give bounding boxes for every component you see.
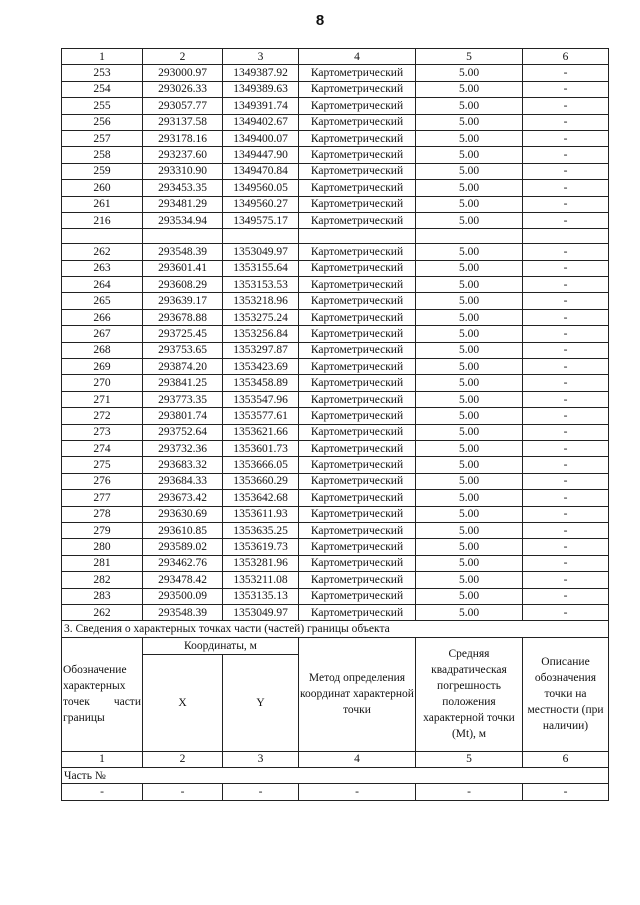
- table-cell: 293026.33: [143, 81, 223, 97]
- table-cell: 272: [62, 408, 143, 424]
- table-row: [62, 196, 609, 212]
- table-row: [62, 260, 609, 276]
- table-row: [62, 163, 609, 179]
- table-cell: 1353458.89: [223, 375, 299, 391]
- empty-separator-row: [62, 229, 609, 244]
- table-cell: Картометрический: [299, 326, 416, 342]
- table-cell: 5.00: [416, 342, 523, 358]
- table-row: [62, 440, 609, 456]
- table-cell: 280: [62, 539, 143, 555]
- table-cell: Картометрический: [299, 244, 416, 260]
- table-cell: -: [523, 490, 609, 506]
- table-cell: 1353601.73: [223, 440, 299, 456]
- table-cell: 293534.94: [143, 212, 223, 228]
- table-cell: 263: [62, 260, 143, 276]
- table-cell: 216: [62, 212, 143, 228]
- table-cell: -: [62, 784, 143, 800]
- table-cell: Картометрический: [299, 212, 416, 228]
- table-cell: 1353423.69: [223, 359, 299, 375]
- table-cell: 5.00: [416, 539, 523, 555]
- table-cell: -: [523, 260, 609, 276]
- table-row: [62, 81, 609, 97]
- table-cell: 276: [62, 473, 143, 489]
- table-cell: 5.00: [416, 473, 523, 489]
- table-cell: 3: [223, 751, 299, 767]
- table-cell: -: [523, 326, 609, 342]
- table-cell: 1353635.25: [223, 522, 299, 538]
- table-cell: Картометрический: [299, 309, 416, 325]
- table-cell: 5.00: [416, 506, 523, 522]
- table-cell: 293752.64: [143, 424, 223, 440]
- table-cell: 5.00: [416, 457, 523, 473]
- part-label-row: [62, 768, 609, 784]
- table-cell: 267: [62, 326, 143, 342]
- table-cell: -: [523, 147, 609, 163]
- table-cell: Картометрический: [299, 391, 416, 407]
- table-cell: 293589.02: [143, 539, 223, 555]
- table-cell: 4: [299, 49, 416, 65]
- table-cell: 5.00: [416, 98, 523, 114]
- table-cell: 262: [62, 604, 143, 620]
- page-number: 8: [315, 12, 325, 29]
- table-cell: Картометрический: [299, 130, 416, 146]
- table-cell: -: [523, 440, 609, 456]
- table-cell: 293732.36: [143, 440, 223, 456]
- table-cell: 293801.74: [143, 408, 223, 424]
- table-cell: 278: [62, 506, 143, 522]
- table-cell: [223, 229, 299, 244]
- table-cell: 293874.20: [143, 359, 223, 375]
- table-cell: 293481.29: [143, 196, 223, 212]
- table-cell: 1: [62, 49, 143, 65]
- coordinates-table: [61, 48, 609, 801]
- table-cell: 1353621.66: [223, 424, 299, 440]
- table-cell: [299, 229, 416, 244]
- table-cell: Картометрический: [299, 81, 416, 97]
- table-row: [62, 212, 609, 228]
- table-row: [62, 244, 609, 260]
- table-row: [62, 522, 609, 538]
- table-cell: 265: [62, 293, 143, 309]
- table-cell: 5.00: [416, 522, 523, 538]
- table-cell: -: [523, 604, 609, 620]
- table-cell: Картометрический: [299, 506, 416, 522]
- table-row: [62, 277, 609, 293]
- table-cell: Картометрический: [299, 588, 416, 604]
- table-row: [62, 359, 609, 375]
- table-cell: 1349470.84: [223, 163, 299, 179]
- table-cell: 293000.97: [143, 65, 223, 81]
- table-row: [62, 130, 609, 146]
- table-cell: Картометрический: [299, 293, 416, 309]
- table-cell: 5.00: [416, 326, 523, 342]
- table-cell: 5.00: [416, 408, 523, 424]
- table-cell: 258: [62, 147, 143, 163]
- table-cell: 1349387.92: [223, 65, 299, 81]
- table-cell: 293057.77: [143, 98, 223, 114]
- table-cell: -: [523, 163, 609, 179]
- table-cell: 293673.42: [143, 490, 223, 506]
- table-cell: Картометрический: [299, 440, 416, 456]
- table-cell: 1349391.74: [223, 98, 299, 114]
- table-cell: 293137.58: [143, 114, 223, 130]
- column-number-row: [62, 49, 609, 65]
- table-cell: Картометрический: [299, 98, 416, 114]
- table-cell: 256: [62, 114, 143, 130]
- table-cell: Картометрический: [299, 375, 416, 391]
- header-error: Средняя квадратическая погрешность положения характерной точки (Mt), м: [416, 637, 523, 751]
- table-cell: 1353275.24: [223, 309, 299, 325]
- table-cell: -: [523, 408, 609, 424]
- table-row: [62, 506, 609, 522]
- header-method: Метод определения координат характерной точки: [299, 637, 416, 751]
- table-cell: 1353666.05: [223, 457, 299, 473]
- table-row: [62, 424, 609, 440]
- table-cell: -: [523, 784, 609, 800]
- table-cell: -: [143, 784, 223, 800]
- table-cell: 275: [62, 457, 143, 473]
- table-cell: -: [523, 196, 609, 212]
- table-cell: Картометрический: [299, 572, 416, 588]
- table-cell: 293237.60: [143, 147, 223, 163]
- table-cell: Картометрический: [299, 277, 416, 293]
- table-cell: 274: [62, 440, 143, 456]
- table-cell: -: [523, 309, 609, 325]
- table-cell: 293773.35: [143, 391, 223, 407]
- table-cell: 1353211.08: [223, 572, 299, 588]
- table-cell: 293500.09: [143, 588, 223, 604]
- table-cell: 293753.65: [143, 342, 223, 358]
- table-cell: -: [523, 180, 609, 196]
- table-cell: Картометрический: [299, 342, 416, 358]
- table-cell: [62, 229, 143, 244]
- table-cell: 5.00: [416, 277, 523, 293]
- table-cell: 273: [62, 424, 143, 440]
- table-cell: 253: [62, 65, 143, 81]
- table-cell: 269: [62, 359, 143, 375]
- table-cell: -: [299, 784, 416, 800]
- table-row: [62, 490, 609, 506]
- table-cell: -: [523, 391, 609, 407]
- table-cell: Картометрический: [299, 180, 416, 196]
- table-cell: -: [523, 98, 609, 114]
- table-cell: 3: [223, 49, 299, 65]
- table-cell: 5.00: [416, 391, 523, 407]
- table-cell: 257: [62, 130, 143, 146]
- table-cell: 5.00: [416, 572, 523, 588]
- table-cell: 1349400.07: [223, 130, 299, 146]
- table-cell: Картометрический: [299, 163, 416, 179]
- header-x: X: [143, 654, 223, 751]
- table-cell: 255: [62, 98, 143, 114]
- table-cell: 293608.29: [143, 277, 223, 293]
- table-cell: -: [523, 244, 609, 260]
- table-cell: 1353218.96: [223, 293, 299, 309]
- table-row: [62, 65, 609, 81]
- table-cell: 1353611.93: [223, 506, 299, 522]
- table-row: [62, 147, 609, 163]
- table-cell: 293601.41: [143, 260, 223, 276]
- table-cell: 1353547.96: [223, 391, 299, 407]
- table-cell: 270: [62, 375, 143, 391]
- table-cell: 1349402.67: [223, 114, 299, 130]
- table-cell: 293678.88: [143, 309, 223, 325]
- table-cell: Картометрический: [299, 555, 416, 571]
- table-cell: 254: [62, 81, 143, 97]
- table-cell: 293683.32: [143, 457, 223, 473]
- table-cell: 5.00: [416, 180, 523, 196]
- table-cell: Картометрический: [299, 604, 416, 620]
- table-row: [62, 555, 609, 571]
- table-cell: -: [523, 212, 609, 228]
- table-cell: -: [523, 130, 609, 146]
- table-cell: Картометрический: [299, 539, 416, 555]
- table-cell: -: [523, 375, 609, 391]
- table-cell: -: [523, 424, 609, 440]
- table-cell: -: [523, 506, 609, 522]
- table-cell: 1353577.61: [223, 408, 299, 424]
- table-cell: Картометрический: [299, 260, 416, 276]
- table-cell: 268: [62, 342, 143, 358]
- table-cell: 5.00: [416, 359, 523, 375]
- table-cell: 5.00: [416, 490, 523, 506]
- table-cell: -: [523, 277, 609, 293]
- table-cell: [143, 229, 223, 244]
- table-cell: 1349389.63: [223, 81, 299, 97]
- table-cell: -: [523, 539, 609, 555]
- table-cell: 266: [62, 309, 143, 325]
- table-row: [62, 457, 609, 473]
- table-cell: 1353660.29: [223, 473, 299, 489]
- table-cell: 293630.69: [143, 506, 223, 522]
- table-cell: 5.00: [416, 196, 523, 212]
- table-cell: Картометрический: [299, 65, 416, 81]
- table-cell: 5.00: [416, 65, 523, 81]
- table-row: [62, 604, 609, 620]
- table-cell: Картометрический: [299, 473, 416, 489]
- table-cell: 5.00: [416, 212, 523, 228]
- table-cell: 6: [523, 751, 609, 767]
- table-cell: -: [523, 293, 609, 309]
- table-cell: 5: [416, 49, 523, 65]
- table-cell: 260: [62, 180, 143, 196]
- table-cell: 1349575.17: [223, 212, 299, 228]
- table-cell: -: [523, 359, 609, 375]
- table-cell: -: [523, 473, 609, 489]
- table-cell: 281: [62, 555, 143, 571]
- table-cell: 293462.76: [143, 555, 223, 571]
- table-cell: 293841.25: [143, 375, 223, 391]
- table-cell: Картометрический: [299, 196, 416, 212]
- table-cell: 1353297.87: [223, 342, 299, 358]
- table-cell: [523, 229, 609, 244]
- table-cell: -: [523, 588, 609, 604]
- section-title: 3. Сведения о характерных точках части (частей) границы объекта: [62, 621, 609, 637]
- table-cell: -: [523, 65, 609, 81]
- table-row: [62, 572, 609, 588]
- table-cell: 293725.45: [143, 326, 223, 342]
- table-cell: 1349560.05: [223, 180, 299, 196]
- table-cell: 4: [299, 751, 416, 767]
- table-cell: 279: [62, 522, 143, 538]
- table-cell: 293310.90: [143, 163, 223, 179]
- table-cell: 5.00: [416, 130, 523, 146]
- table-cell: 5.00: [416, 114, 523, 130]
- table-cell: 5.00: [416, 440, 523, 456]
- table-cell: Картометрический: [299, 490, 416, 506]
- table-cell: 293548.39: [143, 604, 223, 620]
- table-cell: Картометрический: [299, 457, 416, 473]
- table-cell: 283: [62, 588, 143, 604]
- table-cell: Картометрический: [299, 424, 416, 440]
- table-cell: 1353155.64: [223, 260, 299, 276]
- table-cell: 1353135.13: [223, 588, 299, 604]
- table-row: [62, 588, 609, 604]
- table-cell: -: [523, 522, 609, 538]
- table-cell: 6: [523, 49, 609, 65]
- table-cell: 293610.85: [143, 522, 223, 538]
- table-cell: 5.00: [416, 424, 523, 440]
- table-cell: 1353281.96: [223, 555, 299, 571]
- table-cell: 1349447.90: [223, 147, 299, 163]
- table-cell: 5.00: [416, 244, 523, 260]
- table-cell: -: [416, 784, 523, 800]
- header-y: Y: [223, 654, 299, 751]
- table-cell: 293478.42: [143, 572, 223, 588]
- table-row: [62, 98, 609, 114]
- table-cell: -: [523, 457, 609, 473]
- table-cell: -: [523, 81, 609, 97]
- table-cell: 259: [62, 163, 143, 179]
- table-cell: Картометрический: [299, 359, 416, 375]
- table-cell: 264: [62, 277, 143, 293]
- table-row: [62, 326, 609, 342]
- table-cell: -: [523, 342, 609, 358]
- table-cell: 271: [62, 391, 143, 407]
- table-cell: Картометрический: [299, 147, 416, 163]
- part-label: Часть №: [62, 768, 609, 784]
- table-cell: 1353256.84: [223, 326, 299, 342]
- table-cell: 5.00: [416, 293, 523, 309]
- table-cell: 261: [62, 196, 143, 212]
- table-cell: -: [523, 572, 609, 588]
- table-cell: 262: [62, 244, 143, 260]
- header-coordinates: Координаты, м: [143, 637, 299, 654]
- table-row: [62, 114, 609, 130]
- header-description: Описание обозначения точки на местности (при наличии): [523, 637, 609, 751]
- table-cell: 5.00: [416, 163, 523, 179]
- table-cell: -: [523, 555, 609, 571]
- table-cell: Картометрический: [299, 114, 416, 130]
- table-row: [62, 180, 609, 196]
- table-row: [62, 342, 609, 358]
- table-row: [62, 293, 609, 309]
- table-cell: Картометрический: [299, 522, 416, 538]
- table-cell: 293684.33: [143, 473, 223, 489]
- table-cell: 1: [62, 751, 143, 767]
- table-cell: 1353049.97: [223, 604, 299, 620]
- table-cell: 293453.35: [143, 180, 223, 196]
- table-row: [62, 408, 609, 424]
- table-cell: 1353153.53: [223, 277, 299, 293]
- column-number-row: [62, 751, 609, 767]
- header-point-designation: Обозначение характерных точек части границы: [62, 637, 143, 751]
- table-row: [62, 784, 609, 800]
- table-cell: 5: [416, 751, 523, 767]
- table-row: [62, 473, 609, 489]
- table-row: [62, 539, 609, 555]
- table-row: [62, 375, 609, 391]
- table-cell: 1353049.97: [223, 244, 299, 260]
- table-cell: 293178.16: [143, 130, 223, 146]
- table-cell: 5.00: [416, 309, 523, 325]
- table-cell: 2: [143, 751, 223, 767]
- table-cell: [416, 229, 523, 244]
- table-cell: 5.00: [416, 260, 523, 276]
- table-cell: Картометрический: [299, 408, 416, 424]
- table-cell: 5.00: [416, 604, 523, 620]
- table-cell: 5.00: [416, 588, 523, 604]
- section-title-row: [62, 621, 609, 637]
- table-row: [62, 391, 609, 407]
- table-cell: 5.00: [416, 555, 523, 571]
- table-row: [62, 309, 609, 325]
- table-cell: -: [223, 784, 299, 800]
- table-cell: 1349560.27: [223, 196, 299, 212]
- table-cell: 282: [62, 572, 143, 588]
- section-header-row: [62, 637, 609, 654]
- table-cell: 1353619.73: [223, 539, 299, 555]
- table-cell: 5.00: [416, 81, 523, 97]
- table-cell: 5.00: [416, 147, 523, 163]
- table-cell: 293548.39: [143, 244, 223, 260]
- table-cell: -: [523, 114, 609, 130]
- table-cell: 5.00: [416, 375, 523, 391]
- table-cell: 2: [143, 49, 223, 65]
- table-cell: 293639.17: [143, 293, 223, 309]
- table-cell: 277: [62, 490, 143, 506]
- table-cell: 1353642.68: [223, 490, 299, 506]
